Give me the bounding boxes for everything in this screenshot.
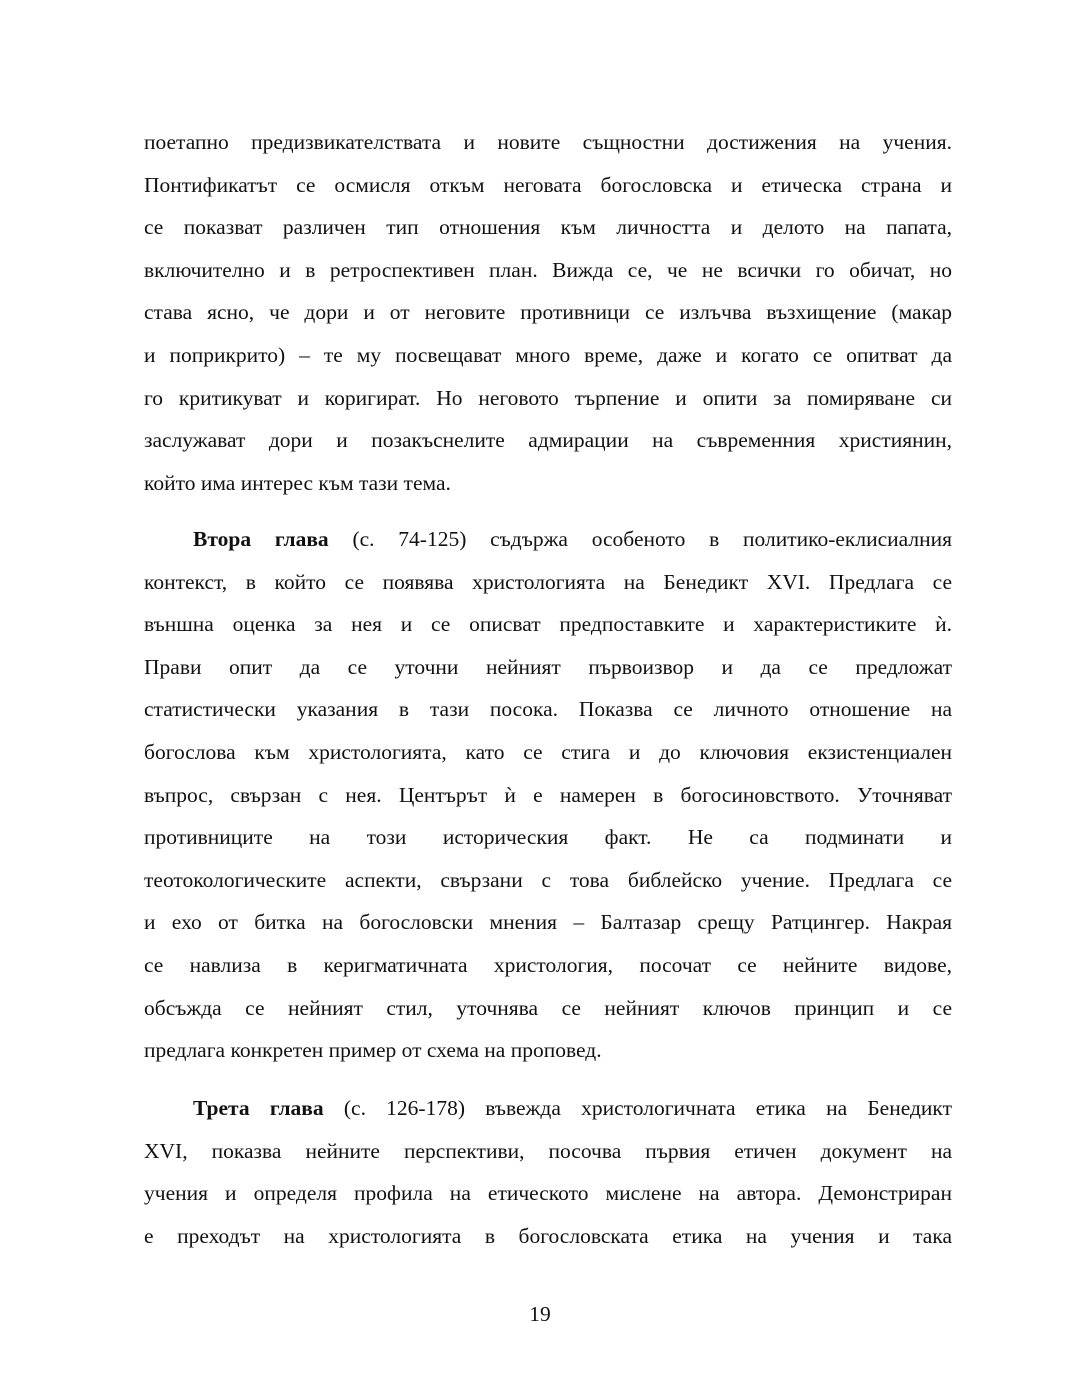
- paragraph-line: предлага конкретен пример от схема на проповед.: [144, 1038, 602, 1063]
- paragraph-line: който има интерес към тази тема.: [144, 470, 451, 495]
- chapter-heading: Втора глава: [193, 527, 329, 551]
- paragraph-line: поетапно предизвикателствата и новите същностни достижения на учения.: [144, 130, 952, 154]
- paragraph-line-rest: (с. 74-125) съдържа особеното в политико-еклисиалния: [328, 527, 953, 551]
- paragraph-2: [144, 518, 952, 1072]
- paragraph-1: [144, 121, 952, 504]
- paragraph-line-rest: (с. 126-178) въвежда христологичната етика на Бенедикт: [323, 1096, 952, 1120]
- paragraph-line: и ехо от битка на богословски мнения – Балтазар срещу Ратцингер. Накрая: [144, 910, 952, 935]
- paragraph-line: Понтификатът се осмисля откъм неговата богословска и етическа страна и: [144, 172, 952, 197]
- paragraph-line: става ясно, че дори и от неговите противници се излъчва възхищение (макар: [144, 300, 952, 325]
- paragraph-line: се навлиза в керигматичната христология, посочат се нейните видове,: [144, 952, 952, 977]
- paragraph-first-line: [144, 1087, 952, 1130]
- paragraph-line: заслужават дори и позакъснелите адмирации на съвременния християнин,: [144, 428, 952, 453]
- paragraph-line: статистически указания в тази посока. Показва се личното отношение на: [144, 697, 952, 722]
- paragraph-line: обсъжда се нейният стил, уточнява се нейният ключов принцип и се: [144, 995, 952, 1020]
- paragraph-line: XVI, показва нейните перспективи, посочва първия етичен документ на: [144, 1138, 952, 1163]
- paragraph-line: външна оценка за нея и се описват предпоставките и характеристиките ѝ.: [144, 612, 952, 637]
- paragraph-line: въпрос, свързан с нея. Центърът ѝ е намерен в богосиновството. Уточняват: [144, 782, 952, 807]
- page-number: 19: [529, 1302, 551, 1326]
- paragraph-line: и поприкрито) – те му посвещават много време, даже и когато се опитват да: [144, 342, 952, 367]
- paragraph-line: го критикуват и коригират. Но неговото търпение и опити за помиряване си: [144, 385, 952, 410]
- paragraph-line: богослова към христологията, като се стига и до ключовия екзистенциален: [144, 739, 952, 764]
- paragraph-line: Прави опит да се уточни нейният първоизвор и да се предложат: [144, 654, 952, 679]
- chapter-heading: Трета глава: [193, 1096, 324, 1120]
- paragraph-3: [144, 1087, 952, 1257]
- paragraph-line: се показват различен тип отношения към личността и делото на папата,: [144, 215, 952, 240]
- paragraph-line: е преходът на христологията в богословската етика на учения и така: [144, 1223, 952, 1248]
- paragraph-first-line: [144, 518, 952, 561]
- paragraph-line: учения и определя профила на етическото мислене на автора. Демонстриран: [144, 1181, 952, 1206]
- paragraph-line: теотокологическите аспекти, свързани с това библейско учение. Предлага се: [144, 867, 952, 892]
- paragraph-line: противниците на този историческия факт. Не са подминати и: [144, 825, 952, 850]
- paragraph-line: контекст, в който се появява христологията на Бенедикт XVI. Предлага се: [144, 569, 952, 594]
- paragraph-line: включително и в ретроспективен план. Вижда се, че не всички го обичат, но: [144, 257, 952, 282]
